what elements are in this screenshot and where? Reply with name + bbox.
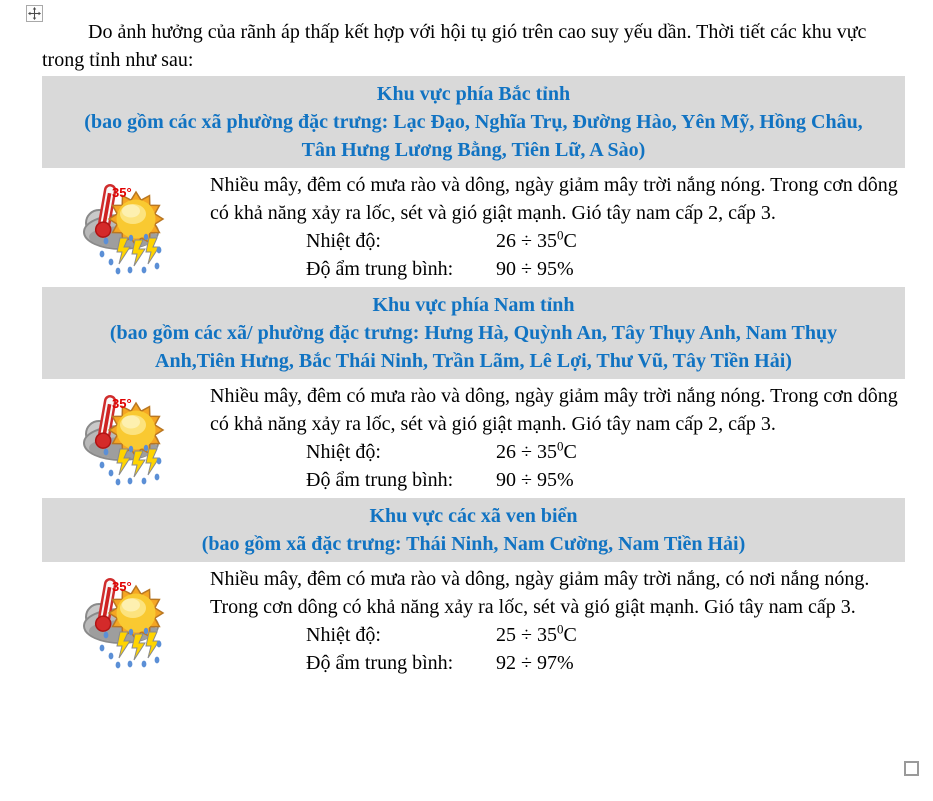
region-title: Khu vực phía Bắc tỉnh <box>376 83 571 105</box>
humidity-value: 90 ÷ 95% <box>496 469 574 491</box>
temperature-unit: C <box>563 441 577 463</box>
region-title: Khu vực phía Nam tỉnh <box>372 294 575 316</box>
region-subtitle: (bao gồm các xã/ phường đặc trưng: Hưng Hà, Quỳnh An, Tây Thụy Anh, Nam Thụy Anh,Tiên Hưng, Bắc Thái Ninh, Trần Lãm, Lê Lợi, Thư Vũ, Tây Tiền Hải) <box>109 322 838 372</box>
temperature-label: Nhiệt độ: <box>306 441 381 463</box>
region-section-coastal <box>42 498 905 681</box>
weather-icon-cell <box>42 562 204 681</box>
humidity-line <box>306 255 905 283</box>
forecast-row <box>42 562 905 681</box>
thunderstorm-sun-hot-icon <box>70 572 176 672</box>
region-section-south <box>42 287 905 498</box>
temperature-line <box>306 227 905 255</box>
forecast-text-cell <box>204 168 905 287</box>
forecast-text: Nhiều mây, đêm có mưa rào và dông, ngày giảm mây trời nắng, có nơi nắng nóng. Trong cơn dông có khả năng xảy ra lốc, sét và gió giật mạnh. Gió tây nam cấp 3. <box>210 568 870 618</box>
humidity-line <box>306 649 905 677</box>
temperature-value <box>496 621 577 649</box>
temperature-unit: C <box>563 230 577 252</box>
region-header <box>42 76 905 168</box>
humidity-value: 92 ÷ 97% <box>496 652 574 674</box>
temperature-value <box>496 438 577 466</box>
forecast-text: Nhiều mây, đêm có mưa rào và dông, ngày giảm mây trời nắng nóng. Trong cơn dông có khả năng xảy ra lốc, sét và gió giật mạnh. Gió tây nam cấp 2, cấp 3. <box>210 385 898 435</box>
temperature-label: Nhiệt độ: <box>306 230 381 252</box>
degree-superscript: 0 <box>556 621 564 637</box>
thunderstorm-sun-hot-icon <box>70 389 176 489</box>
forecast-row <box>42 379 905 498</box>
table-move-handle[interactable] <box>26 5 43 22</box>
intro-paragraph: Do ảnh hưởng của rãnh áp thấp kết hợp với hội tụ gió trên cao suy yếu dần. Thời tiết các khu vực trong tỉnh như sau: <box>42 21 867 71</box>
region-header <box>42 287 905 379</box>
temperature-line <box>306 621 905 649</box>
temperature-range: 26 ÷ 35 <box>496 441 557 463</box>
humidity-label: Độ ẩm trung bình: <box>306 258 454 280</box>
temperature-unit: C <box>563 624 577 646</box>
forecast-text-cell <box>204 379 905 498</box>
region-subtitle: (bao gồm các xã phường đặc trưng: Lạc Đạo, Nghĩa Trụ, Đường Hào, Yên Mỹ, Hồng Châu, Tân Hưng Lương Bằng, Tiên Lữ, A Sào) <box>84 111 863 161</box>
region-title: Khu vực các xã ven biển <box>369 505 578 527</box>
weather-icon-cell <box>42 168 204 287</box>
forecast-text-cell <box>204 562 905 681</box>
temperature-line <box>306 438 905 466</box>
thunderstorm-sun-hot-icon <box>70 178 176 278</box>
weather-icon-cell <box>42 379 204 498</box>
humidity-value: 90 ÷ 95% <box>496 258 574 280</box>
region-section-north <box>42 76 905 287</box>
temperature-value <box>496 227 577 255</box>
temperature-range: 26 ÷ 35 <box>496 230 557 252</box>
temperature-range: 25 ÷ 35 <box>496 624 557 646</box>
temperature-label: Nhiệt độ: <box>306 624 381 646</box>
forecast-text: Nhiều mây, đêm có mưa rào và dông, ngày giảm mây trời nắng nóng. Trong cơn dông có khả năng xảy ra lốc, sét và gió giật mạnh. Gió tây nam cấp 2, cấp 3. <box>210 174 898 224</box>
degree-superscript: 0 <box>556 227 564 243</box>
region-subtitle: (bao gồm xã đặc trưng: Thái Ninh, Nam Cường, Nam Tiền Hải) <box>201 533 746 555</box>
humidity-line <box>306 466 905 494</box>
humidity-label: Độ ẩm trung bình: <box>306 469 454 491</box>
table-resize-handle[interactable] <box>904 761 919 776</box>
degree-superscript: 0 <box>556 438 564 454</box>
forecast-document <box>42 18 905 681</box>
humidity-label: Độ ẩm trung bình: <box>306 652 454 674</box>
region-header <box>42 498 905 562</box>
move-cross-icon <box>28 7 41 20</box>
forecast-row <box>42 168 905 287</box>
